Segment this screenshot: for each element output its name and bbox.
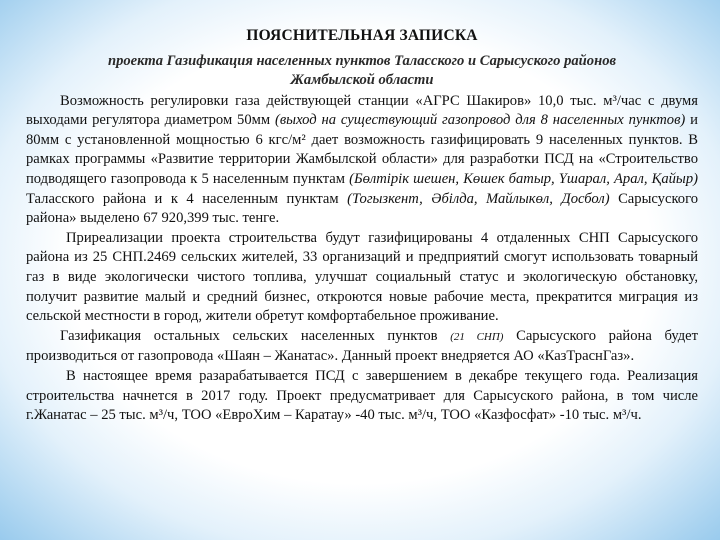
p1-run-italic: (выход на существующий газопровод для 8 населенных пунктов) xyxy=(274,112,686,129)
p1-run: и 80мм с установленной мощностью 6 кгс/м² дает возможность газифицировать 9 населенных пунктов. В рамках программы «Развитие территории Жамбылской области» для разработки ПСД на «Строительство подводящего газопровода к 5 населенным пунктам xyxy=(26,112,698,187)
paragraph-1 xyxy=(26,92,698,229)
p3-run: Газификация остальных сельских населенных пунктов xyxy=(60,327,451,344)
document-body xyxy=(26,18,698,426)
subtitle-line-2: Жамбылской области xyxy=(290,71,434,88)
subtitle-line-1: проекта Газификация населенных пунктов Таласского и Сарысуского районов xyxy=(107,52,617,69)
p3-run-italic-small: (21 СНП) xyxy=(450,330,504,343)
paragraph-4: В настоящее время разарабатывается ПСД с завершением в декабре текущего года. Реализация строительства начнется в 2017 году. Проект предусматривает для Сарысуского района, в том числе г.Жанатас – 25 тыс. м³/ч, ТОО «ЕвроХим – Каратау» -40 тыс. м³/ч, ТОО «Казфосфат» -10 тыс. м³/ч. xyxy=(26,367,698,424)
paragraph-2: Приреализации проекта строительства будут газифицированы 4 отдаленных СНП Сарысуского района из 25 СНП.2469 сельских жителей, 33 организаций и предприятий смогут использовать товарный газ в виде экологически чистого топлива, улучшат социальный статус и экологическую обстановку, получит развитие малый и средний бизнес, откроются новые рабочие места, прекратится миграция из сельской местности в город, жители обретут комфортабельное проживание. xyxy=(26,229,698,325)
p1-run: Возможность регулировки газа действующей станции «АГРС Шакиров» 10,0 тыс. м³/час с двумя выходами регулятора диаметром 50мм xyxy=(26,92,698,129)
p1-run-italic: (Тогызкент, Әбілда, Майлыкөл, Досбол) xyxy=(347,190,610,207)
p1-run: Сарысуского района» выделено 67 920,399 тыс. тенге. xyxy=(26,190,699,227)
paragraph-3 xyxy=(26,327,698,367)
document-subtitle xyxy=(26,52,698,90)
p3-run: Сарысуского района будет производиться от газопровода «Шаян – Жанатас». Данный проект внедряется АО «КазТраснГаз». xyxy=(26,327,698,365)
p1-run-italic: (Бөлтірік шешен, Көшек батыр, Үшарал, Арал, Қайыр) xyxy=(349,170,698,187)
document-title: ПОЯСНИТЕЛЬНАЯ ЗАПИСКА xyxy=(246,27,478,44)
p1-run: Таласского района и к 4 населенным пунктам xyxy=(26,190,348,207)
